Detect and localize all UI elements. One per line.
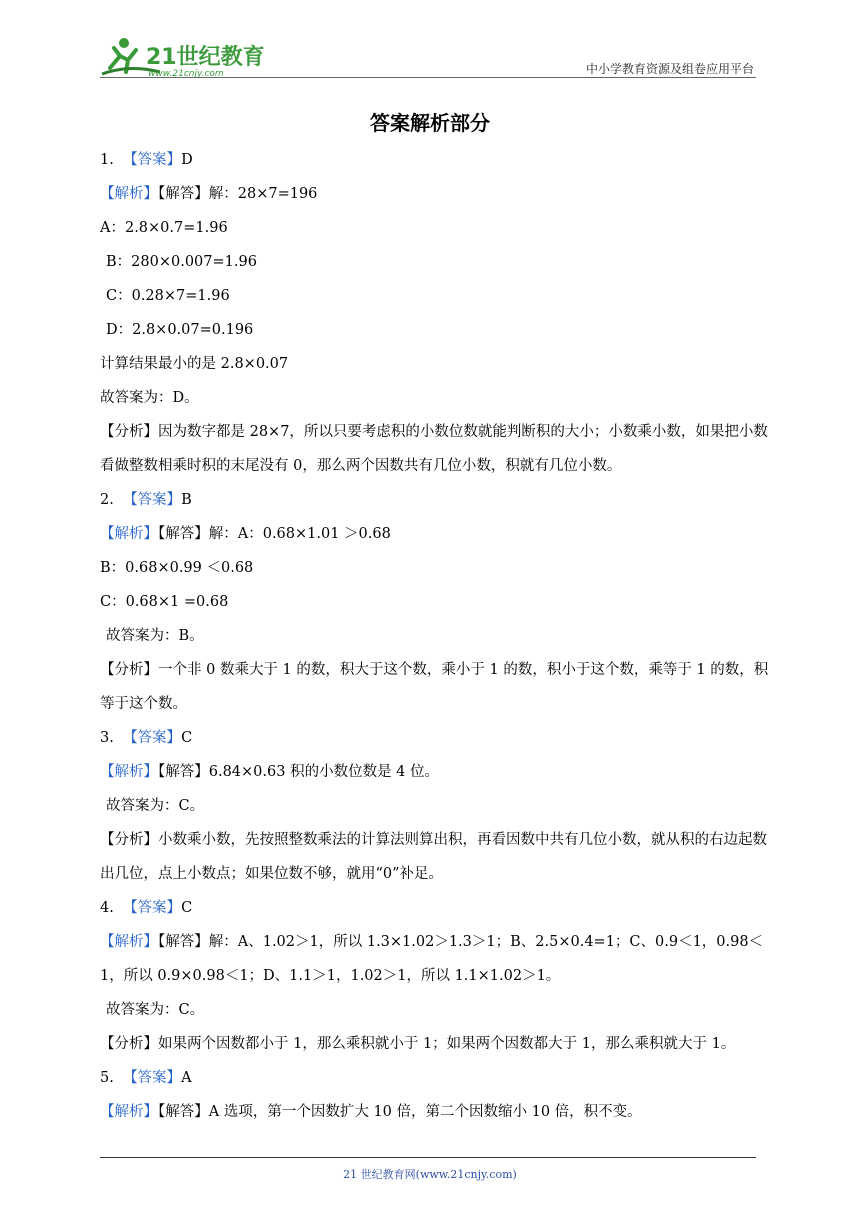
header-divider <box>100 77 756 78</box>
q1-option-a: A：2.8×0.7=1.96 <box>100 220 228 236</box>
q5-solution: 【解析】【解答】A 选项，第一个因数扩大 10 倍，第二个因数缩小 10 倍，积不变。 <box>100 1104 642 1120</box>
q4-answer: 4. 【答案】C <box>100 900 193 916</box>
footer-site-text: 21 世纪教育网(www.21cnjy.com) <box>343 1168 517 1181</box>
logo-url: www.21cnjy.com <box>148 69 224 78</box>
q2-option-c: C：0.68×1 =0.68 <box>100 594 229 610</box>
q1-analysis: 【分析】因为数字都是 28×7，所以只要考虑积的小数位数就能判断积的大小；小数乘小数，如果把小数看做整数相乘时积的末尾没有 0，那么两个因数共有几位小数，积就有几位小数。 <box>100 424 768 474</box>
footer-divider <box>100 1157 756 1158</box>
header-platform-text: 中小学教育资源及组卷应用平台 <box>585 62 754 76</box>
logo-text: 21世纪教育 <box>146 45 265 70</box>
q2-option-b: B：0.68×0.99 ＜0.68 <box>100 560 254 576</box>
q2-solution: 【解析】【解答】解：A：0.68×1.01 ＞0.68 <box>100 526 391 542</box>
page-header <box>100 30 756 82</box>
q1-option-c: C：0.28×7=1.96 <box>106 288 230 304</box>
page-title: 答案解析部分 <box>370 111 490 135</box>
q1-option-d: D：2.8×0.07=0.196 <box>106 322 254 338</box>
q3-analysis: 【分析】小数乘小数，先按照整数乘法的计算法则算出积，再看因数中共有几位小数，就从积的右边起数出几位，点上小数点；如果位数不够，就用“0”补足。 <box>100 832 767 882</box>
answer-content <box>100 150 770 1136</box>
q3-final: 故答案为：C。 <box>106 798 205 814</box>
q1-answer: 1. 【答案】D <box>100 152 193 168</box>
q2-analysis: 【分析】一个非 0 数乘大于 1 的数，积大于这个数，乘小于 1 的数，积小于这个数，乘等于 1 的数，积等于这个数。 <box>100 662 769 712</box>
q1-final: 故答案为：D。 <box>100 390 199 406</box>
q4-final: 故答案为：C。 <box>106 1002 205 1018</box>
q2-answer: 2. 【答案】B <box>100 492 192 508</box>
q1-solution: 【解析】【解答】解：28×7=196 <box>100 186 318 202</box>
q3-answer: 3. 【答案】C <box>100 730 193 746</box>
q2-final: 故答案为：B。 <box>106 628 204 644</box>
q4-solution: 【解析】【解答】解：A、1.02＞1，所以 1.3×1.02＞1.3＞1；B、2.5×0.4=1；C、0.9＜1，0.98＜1，所以 0.9×0.98＜1；D、1.1＞1，1.02＞1，所以 1.1×1.02＞1。 <box>100 934 764 984</box>
q5-answer: 5. 【答案】A <box>100 1070 192 1086</box>
q1-conclusion: 计算结果最小的是 2.8×0.07 <box>100 356 289 372</box>
q1-option-b: B：280×0.007=1.96 <box>106 254 257 270</box>
q4-analysis: 【分析】如果两个因数都小于 1，那么乘积就小于 1；如果两个因数都大于 1，那么乘积就大于 1。 <box>100 1036 736 1052</box>
q3-solution: 【解析】【解答】6.84×0.63 积的小数位数是 4 位。 <box>100 764 440 780</box>
logo <box>100 34 270 78</box>
